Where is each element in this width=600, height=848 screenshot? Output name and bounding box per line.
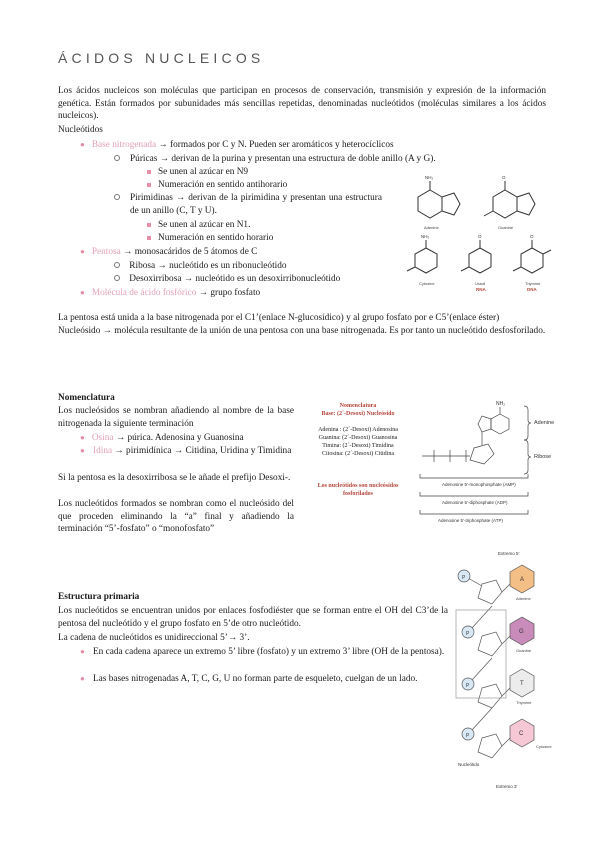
bullet-pirimidinas bbox=[114, 192, 382, 216]
phosphate-p3: P bbox=[466, 683, 470, 689]
nomen-fig-head1: Nomenclatura bbox=[339, 403, 377, 409]
base-letter-a: A bbox=[520, 577, 525, 583]
sub-bullet bbox=[114, 275, 120, 281]
phosphate-p1: P bbox=[462, 575, 466, 581]
estructura-heading: Estructura primaria bbox=[58, 592, 140, 602]
nomen-fig-l4: Citosina: (2´-Desoxi) Citidina bbox=[322, 451, 394, 457]
nomen-fig-l1: Adenina : (2´-Desoxi) Adenosina bbox=[318, 427, 398, 433]
sub-bullet bbox=[114, 194, 120, 200]
idina-rest: → pirimidínica → Citidina, Uridina y Timidina bbox=[114, 446, 292, 456]
adp-bracket bbox=[420, 492, 528, 496]
base-letter-g: G bbox=[519, 629, 524, 635]
nomen-fig-head2: Base: (2´-Desoxi) Nucleósido bbox=[321, 411, 395, 417]
cytosine-ring bbox=[415, 248, 437, 273]
bullet-ribosa bbox=[114, 260, 287, 273]
atp-adenine-ring6 bbox=[491, 414, 509, 434]
nomenclatura-p2: Si la pentosa es la desoxirribosa se le añade el prefijo Desoxi-. bbox=[58, 473, 291, 483]
atp-adenine-ring5 bbox=[478, 416, 491, 432]
desoxi-text: Desoxirribosa → nucleótido es un desoxirribonucleótido bbox=[129, 274, 341, 284]
estructura-p1: Los nucleótidos se encuentran unidos por enlaces fosfodiéster que se forman entre el OH del C3’de la pentosa del nucleótido y el grupo fosfato en 5’de otro nucleótido. bbox=[58, 606, 448, 629]
nucleotidos-heading: Nucleótidos bbox=[58, 125, 103, 135]
bullet-estructura-2 bbox=[80, 673, 448, 686]
guanine-ring5 bbox=[517, 193, 535, 215]
atp-label-amp: Adenosine 5’-monophosphate (AMP) bbox=[442, 482, 516, 487]
nomenclatura-figure bbox=[306, 402, 410, 498]
adenine-ring6 bbox=[418, 190, 442, 218]
base-letter-c: C bbox=[519, 731, 524, 737]
bullet-dot: ● bbox=[80, 674, 85, 683]
uracil-o: O bbox=[478, 234, 482, 239]
chain-bottom-label: Extremo 3’ bbox=[496, 784, 518, 789]
nomenclatura-p1: Los nucleósidos se nombran añadiendo al nombre de la base nitrogenada la siguiente terminación bbox=[58, 406, 294, 429]
bases-figure bbox=[392, 170, 560, 308]
pirimidinas-text: Pirimidinas → derivan de la pirimidina y presentan una estructura de un anillo (C, T y U). bbox=[130, 193, 382, 216]
adenine-nh2: NH₂ bbox=[425, 175, 434, 180]
label-rna: RNA bbox=[476, 287, 486, 292]
chain-label-thymine: Thymine bbox=[516, 700, 532, 705]
atp-label-ribose: Ribose bbox=[534, 454, 552, 460]
chain-label-adenine: Adenine bbox=[516, 596, 531, 601]
base-term: Base nitrogenada bbox=[91, 140, 157, 150]
label-thymine: Thymine bbox=[525, 281, 541, 286]
label-dna: DNA bbox=[527, 287, 537, 292]
bullet-base bbox=[80, 139, 440, 152]
nucleosido-paragraph: Nucleósido → molécula resultante de la unión de una pentosa con una base nitrogenada. Es por tanto un nucleótido desfosforilado. bbox=[58, 326, 546, 336]
purinas-text: Púricas → derivan de la purina y presentan una estructura de doble anillo (A y G). bbox=[130, 154, 436, 164]
nomen-fig-l2: Guanina: (2´-Desoxi) Guanosina bbox=[318, 435, 398, 441]
sub-sub-bullet bbox=[147, 183, 151, 187]
sub-sub-bullet bbox=[147, 236, 151, 240]
osina-rest: → púrica. Adenosina y Guanosina bbox=[115, 433, 244, 443]
phosphate-p2: P bbox=[466, 631, 470, 637]
thymine-o: O bbox=[530, 234, 534, 239]
cytosine-nh2: NH₂ bbox=[421, 234, 430, 239]
bullet-osina bbox=[80, 432, 294, 445]
sub-sub-bullet bbox=[147, 223, 151, 227]
nomen-fig-foot1: Los nucleótidos son nucleósidos bbox=[317, 483, 399, 489]
chain-figure bbox=[452, 548, 560, 794]
ribosa-text: Ribosa → nucleótido es un ribonucleótido bbox=[129, 261, 287, 271]
guanine-ring6 bbox=[493, 190, 517, 218]
estructura-b2-text: Las bases nitrogenadas A, T, C, G, U no forman parte de esqueleto, cuelgan de un lado. bbox=[93, 674, 418, 684]
bullet-dot: ● bbox=[80, 247, 85, 256]
amp-bracket bbox=[420, 474, 528, 478]
bullet-idina bbox=[80, 445, 294, 458]
pentosa-union-paragraph: La pentosa está unida a la base nitrogenada por el C1’(enlace N-glucosídico) y al grupo fosfato por e C5’(enlace éster) bbox=[58, 313, 500, 323]
nomen-fig-l3: Timina: (2´-Desoxi) Timidina bbox=[322, 443, 394, 449]
ribose-brace bbox=[524, 440, 531, 474]
bullet-pirimidinas-1 bbox=[147, 219, 250, 232]
chain-label-nucleotide: Nucleótido bbox=[458, 762, 480, 767]
base-rest: → formados por C y N. Pueden ser aromáticos y heterocíclicos bbox=[158, 140, 394, 150]
label-adenine: Adenine bbox=[424, 225, 439, 230]
atp-label-adenine: Adenine bbox=[534, 420, 555, 426]
pentosa-rest: → monosacáridos de 5 átomos de C bbox=[123, 247, 258, 257]
label-uracil: Uracil bbox=[475, 281, 486, 286]
purinas-1-text: Se unen al azúcar en N9 bbox=[157, 167, 249, 177]
uracil-ring bbox=[469, 248, 491, 273]
atp-figure bbox=[412, 396, 562, 542]
bullet-estructura-1 bbox=[80, 646, 448, 659]
atp-bracket bbox=[420, 510, 528, 514]
bullet-purinas bbox=[114, 153, 444, 166]
fosfato-rest: → grupo fosfato bbox=[198, 288, 261, 298]
pirimidinas-1-text: Se unen al azúcar en N1. bbox=[157, 220, 251, 230]
chain-label-guanine: Guanine bbox=[516, 648, 532, 653]
nomen-fig-foot2: fosforilados bbox=[343, 491, 373, 497]
label-guanine: Guanine bbox=[498, 225, 514, 230]
bullet-pentosa bbox=[80, 246, 257, 259]
adenine-brace bbox=[524, 406, 531, 440]
sub-sub-bullet bbox=[147, 170, 151, 174]
page-title: ÁCIDOS NUCLEICOS bbox=[58, 50, 265, 66]
label-cytosine: Cytosine bbox=[419, 281, 435, 286]
guanine-o: O bbox=[502, 175, 506, 180]
phosphate-p4: P bbox=[466, 733, 470, 739]
thymine-ring bbox=[521, 248, 543, 273]
chain-top-label: Extremo 5’ bbox=[498, 551, 520, 556]
nomenclatura-heading: Nomenclatura bbox=[58, 393, 115, 403]
bullet-dot: ● bbox=[80, 433, 85, 442]
purinas-2-text: Numeración en sentido antihorario bbox=[157, 180, 288, 190]
estructura-b1-text: En cada cadena aparece un extremo 5’ libre (fosfato) y un extremo 3’ libre (OH de la pentosa). bbox=[93, 647, 445, 657]
nomenclatura-p3: Los nucleótidos formados se nombran como el nucleósido del que proceden eliminando la “a” final y añadiendo la terminación “5’-fosfato” o “monofosfato” bbox=[58, 499, 294, 535]
adenine-ring5 bbox=[442, 193, 460, 215]
estructura-p2: La cadena de nucleótidos es unidireccional 5’→ 3’. bbox=[58, 633, 250, 643]
pirimidinas-2-text: Numeración en sentido horario bbox=[157, 233, 274, 243]
bullet-pirimidinas-2 bbox=[147, 232, 273, 245]
bullet-dot: ● bbox=[80, 647, 85, 656]
atp-label-atp: Adenosine 5’-triphosphate (ATP) bbox=[438, 518, 503, 523]
pentosa-term: Pentosa bbox=[91, 247, 121, 257]
atp-label-adp: Adenosine 5’-diphosphate (ADP) bbox=[442, 500, 508, 505]
bullet-dot: ● bbox=[80, 446, 85, 455]
osina-term: Osina bbox=[91, 433, 114, 443]
bullet-dot: ● bbox=[80, 140, 85, 149]
bullet-dot: ● bbox=[80, 288, 85, 297]
bullet-purinas-1 bbox=[147, 166, 248, 179]
atp-nh2: NH₂ bbox=[496, 401, 506, 407]
sub-bullet bbox=[114, 262, 120, 268]
idina-term: Idina bbox=[93, 446, 113, 456]
intro-paragraph: Los ácidos nucleicos son moléculas que participan en procesos de conservación, transmisión y expresión de la información genética. Están formados por subunidades más sencillas repetidas, denominadas nucleótidos (moléculas similares a los ácidos nucleicos). bbox=[58, 86, 546, 122]
chain-label-cytosine: Cytosine bbox=[536, 744, 552, 749]
bullet-fosfato bbox=[80, 287, 260, 300]
bullet-purinas-2 bbox=[147, 179, 287, 192]
sub-bullet bbox=[114, 155, 120, 161]
fosfato-term: Molécula de ácido fosfórico bbox=[91, 288, 197, 298]
atp-ribose-ring bbox=[470, 444, 494, 464]
base-letter-t: T bbox=[520, 681, 524, 687]
bullet-desoxi bbox=[114, 273, 340, 286]
